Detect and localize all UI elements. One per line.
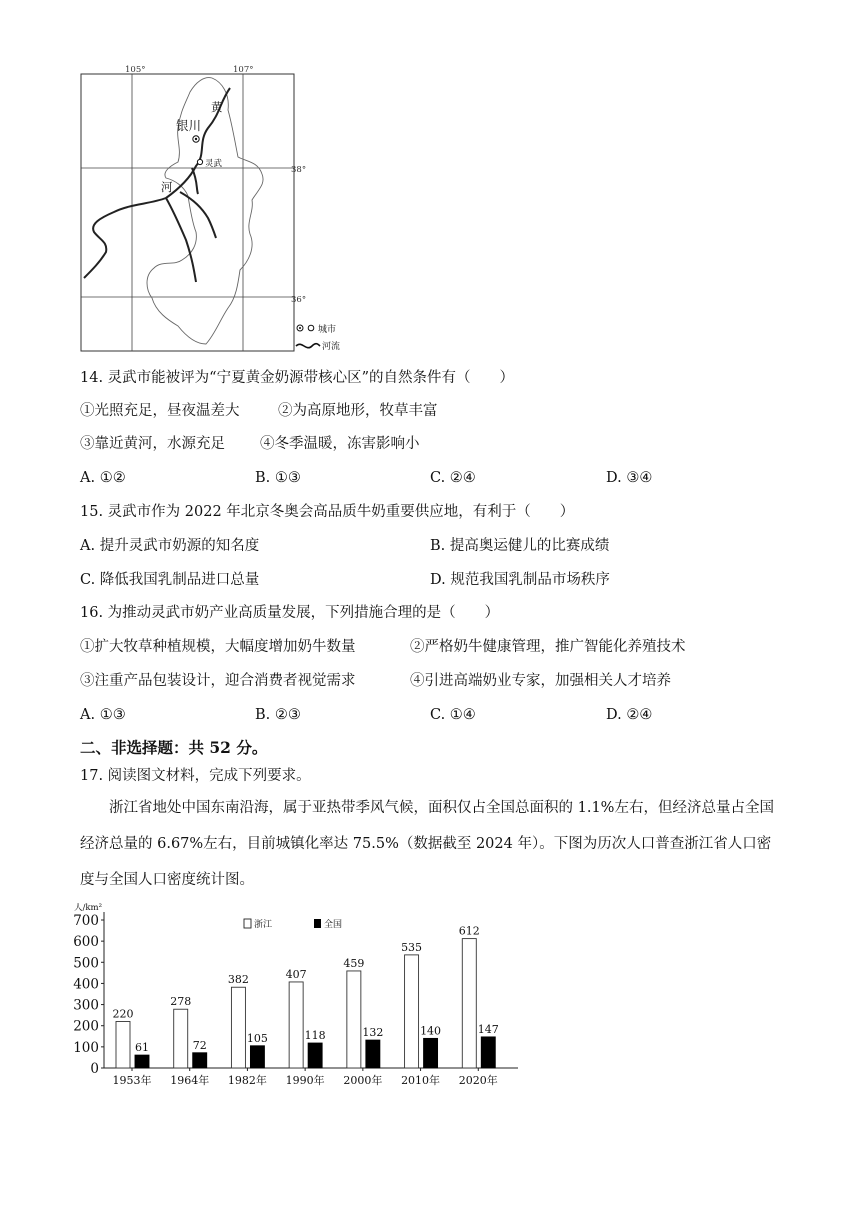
data-label-zhejiang: 535	[401, 940, 423, 954]
y-tick-label: 200	[73, 1018, 99, 1035]
q16-statement-4: ④引进高端奶业专家，加强相关人才培养	[410, 673, 671, 689]
data-label-national: 147	[477, 1022, 499, 1036]
x-tick-label: 1953年	[112, 1074, 152, 1087]
x-tick-label: 2000年	[343, 1074, 383, 1087]
bar-national	[481, 1037, 495, 1068]
tributary-2	[180, 192, 216, 238]
q15-stem: 15. 灵武市作为 2022 年北京冬奥会高品质牛奶重要供应地，有利于（ ）	[80, 504, 575, 520]
legend-swatch-zhejiang	[244, 919, 251, 928]
data-label-national: 61	[135, 1041, 149, 1055]
data-label-zhejiang: 220	[112, 1007, 134, 1021]
y-tick-label: 0	[90, 1061, 99, 1077]
data-label-zhejiang: 612	[458, 924, 480, 938]
bar-zhejiang	[462, 939, 476, 1068]
y-tick-label: 600	[73, 934, 99, 951]
lon-label-107: 107°	[233, 65, 254, 75]
population-density-chart	[70, 898, 530, 1088]
bar-national	[250, 1046, 264, 1068]
x-tick-label: 1982年	[227, 1074, 267, 1087]
q17-stem: 17. 阅读图文材料，完成下列要求。	[80, 768, 311, 784]
tributary-3	[192, 168, 198, 194]
legend-river-label: 河流	[322, 342, 341, 352]
y-tick-label: 400	[73, 976, 99, 993]
lon-label-105: 105°	[125, 65, 146, 75]
x-tick-label: 2010年	[401, 1074, 441, 1087]
bar-national	[424, 1038, 438, 1068]
y-tick-label: 700	[73, 913, 99, 929]
bar-zhejiang	[116, 1021, 130, 1068]
legend-city-marker-circle	[308, 325, 314, 331]
legend-river-symbol	[296, 344, 320, 348]
data-label-national: 132	[362, 1026, 384, 1040]
tributary-1	[166, 198, 196, 282]
bar-national	[366, 1040, 380, 1068]
legend-label-zhejiang: 浙江	[254, 920, 273, 930]
data-label-national: 118	[304, 1029, 326, 1043]
legend-city-label: 城市	[318, 325, 337, 335]
bar-national	[135, 1055, 149, 1068]
lat-label-36: 36°	[291, 295, 307, 305]
q15-option-d[interactable]: D. 规范我国乳制品市场秩序	[430, 572, 610, 588]
q16-option-c[interactable]: C. ①④	[430, 707, 476, 723]
q16-statement-1: ①扩大牧草种植规模，大幅度增加奶牛数量	[80, 639, 356, 655]
data-label-zhejiang: 382	[227, 973, 249, 987]
x-tick-label: 1990年	[285, 1074, 325, 1087]
y-tick-label: 100	[73, 1039, 99, 1056]
q14-option-c[interactable]: C. ②④	[430, 470, 476, 486]
yinchuan-marker-dot	[195, 138, 197, 140]
q16-statement-3: ③注重产品包装设计，迎合消费者视觉需求	[80, 673, 356, 689]
lingwu-marker	[197, 159, 202, 164]
q14-statement-4: ④冬季温暖，冻害影响小	[260, 436, 420, 452]
q15-option-b[interactable]: B. 提高奥运健儿的比赛成绩	[430, 538, 610, 554]
q14-statement-3: ③靠近黄河，水源充足	[80, 436, 225, 452]
lat-label-38: 38°	[291, 165, 307, 175]
province-boundary	[147, 78, 263, 344]
x-tick-label: 2020年	[458, 1074, 498, 1087]
data-label-national: 140	[420, 1024, 442, 1038]
bar-zhejiang	[231, 987, 245, 1068]
q14-option-a[interactable]: A. ①②	[80, 470, 126, 486]
x-tick-label: 1964年	[170, 1074, 210, 1087]
q17-paragraph: 浙江省地处中国东南沿海，属于亚热带季风气候，面积仅占全国总面积的 1.1%左右，但经济总量占全国经济总量的 6.67%左右，目前城镇化率达 75.5%（数据截至 2024 年）。下图为历次人口普查浙江省人口密度与全国人口密度统计图。	[80, 800, 774, 888]
q16-option-b[interactable]: B. ②③	[255, 707, 301, 723]
y-tick-label: 500	[73, 955, 99, 972]
data-label-zhejiang: 278	[170, 995, 192, 1009]
bar-national	[193, 1053, 207, 1068]
lingwu-label: 灵武	[205, 159, 223, 169]
q16-stem: 16. 为推动灵武市奶产业高质量发展，下列措施合理的是（ ）	[80, 605, 500, 621]
yellow-river	[84, 88, 230, 278]
river-label-huang: 黄	[211, 100, 223, 114]
q14-statement-2: ②为高原地形，牧草丰富	[278, 403, 438, 419]
data-label-zhejiang: 459	[343, 956, 365, 970]
y-axis-label: 人/km²	[74, 903, 102, 913]
q14-stem: 14. 灵武市能被评为“宁夏黄金奶源带核心区”的自然条件有（ ）	[80, 370, 514, 386]
legend-swatch-national	[314, 919, 321, 928]
bar-national	[308, 1043, 322, 1068]
river-label-he: 河	[161, 180, 173, 194]
data-label-national: 72	[192, 1038, 207, 1052]
q14-option-b[interactable]: B. ①③	[255, 470, 301, 486]
data-label-zhejiang: 407	[285, 967, 307, 981]
bar-zhejiang	[174, 1009, 188, 1068]
bar-zhejiang	[347, 971, 361, 1068]
q14-statement-1: ①光照充足，昼夜温差大	[80, 403, 240, 419]
q16-option-d[interactable]: D. ②④	[606, 707, 653, 723]
data-label-national: 105	[246, 1031, 268, 1045]
q16-option-a[interactable]: A. ①③	[80, 707, 126, 723]
section-2-heading: 二、非选择题：共 52 分。	[80, 738, 268, 757]
bar-zhejiang	[405, 955, 419, 1068]
q15-option-a[interactable]: A. 提升灵武市奶源的知名度	[80, 538, 260, 554]
y-tick-label: 300	[73, 997, 99, 1014]
yinchuan-label: 银川	[176, 118, 202, 133]
ningxia-map	[70, 62, 360, 357]
q16-statement-2: ②严格奶牛健康管理，推广智能化养殖技术	[410, 639, 686, 655]
q15-option-c[interactable]: C. 降低我国乳制品进口总量	[80, 572, 260, 588]
bar-zhejiang	[289, 982, 303, 1068]
q14-option-d[interactable]: D. ③④	[606, 470, 653, 486]
legend-city-marker-dot-inner	[299, 327, 301, 329]
legend-label-national: 全国	[324, 920, 343, 930]
